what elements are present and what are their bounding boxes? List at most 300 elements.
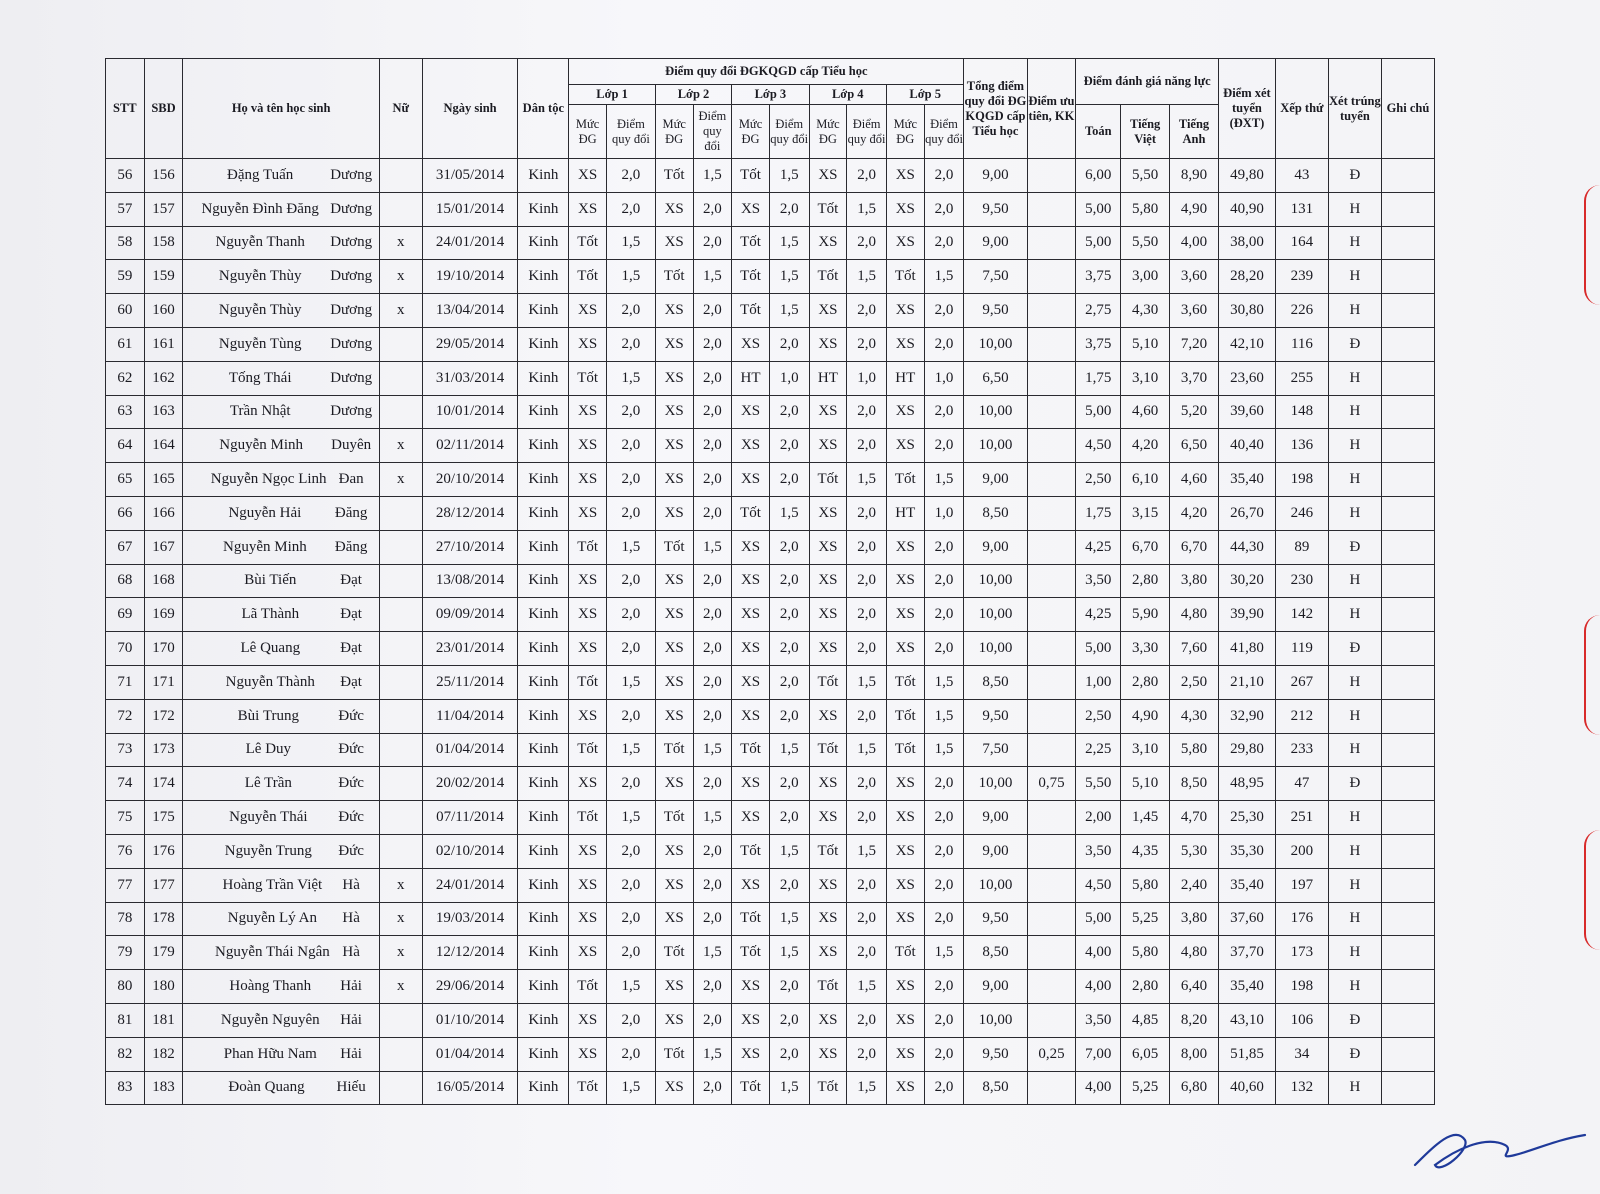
cell-dxt: 32,90: [1218, 699, 1275, 733]
cell-female: [379, 632, 422, 666]
table-row: [106, 1037, 1435, 1071]
cell-admitted: Đ: [1328, 767, 1381, 801]
cell-converted: 2,0: [847, 1003, 887, 1037]
cell-level: Tốt: [886, 733, 924, 767]
table-row: [106, 564, 1435, 598]
cell-converted: 1,5: [847, 1071, 887, 1105]
cell-level: XS: [569, 496, 607, 530]
cell-name: [183, 598, 380, 632]
cell-ethnicity: Kinh: [518, 699, 569, 733]
cell-level: XS: [655, 463, 693, 497]
cell-stt: 64: [106, 429, 145, 463]
cell-math: 1,00: [1076, 665, 1121, 699]
cell-english: 4,80: [1170, 598, 1219, 632]
cell-dxt: 35,40: [1218, 463, 1275, 497]
cell-level: XS: [886, 902, 924, 936]
cell-dxt: 42,10: [1218, 327, 1275, 361]
cell-stt: 61: [106, 327, 145, 361]
cell-converted: 2,0: [924, 767, 964, 801]
cell-ethnicity: Kinh: [518, 801, 569, 835]
cell-rank: 148: [1275, 395, 1328, 429]
cell-note: [1381, 1003, 1434, 1037]
cell-female: [379, 395, 422, 429]
cell-level: Tốt: [569, 361, 607, 395]
table-row: [106, 463, 1435, 497]
cell-sbd: 165: [144, 463, 183, 497]
cell-level: XS: [655, 327, 693, 361]
cell-level: XS: [809, 564, 847, 598]
cell-stt: 66: [106, 496, 145, 530]
cell-english: 4,70: [1170, 801, 1219, 835]
cell-rank: 226: [1275, 294, 1328, 328]
cell-converted: 1,5: [606, 260, 655, 294]
cell-converted: 1,5: [769, 294, 809, 328]
cell-sbd: 174: [144, 767, 183, 801]
cell-converted: 1,5: [606, 970, 655, 1004]
cell-converted: 1,5: [693, 159, 732, 193]
cell-stt: 58: [106, 226, 145, 260]
cell-level: Tốt: [569, 226, 607, 260]
cell-name: [183, 970, 380, 1004]
cell-sbd: 170: [144, 632, 183, 666]
student-given-name: Hà: [342, 910, 360, 927]
cell-vietnamese: 2,80: [1121, 564, 1170, 598]
cell-converted: 2,0: [847, 699, 887, 733]
student-given-name: Dương: [330, 166, 373, 183]
cell-dxt: 35,40: [1218, 868, 1275, 902]
cell-sbd: 167: [144, 530, 183, 564]
cell-rank: 198: [1275, 970, 1328, 1004]
cell-rank: 267: [1275, 665, 1328, 699]
cell-converted: 1,5: [606, 226, 655, 260]
cell-dxt: 25,30: [1218, 801, 1275, 835]
cell-level: XS: [886, 564, 924, 598]
cell-priority: [1027, 733, 1076, 767]
cell-level: XS: [655, 868, 693, 902]
cell-english: 3,70: [1170, 361, 1219, 395]
cell-english: 8,50: [1170, 767, 1219, 801]
cell-level: Tốt: [732, 260, 770, 294]
cell-level: XS: [809, 902, 847, 936]
cell-converted: 2,0: [769, 564, 809, 598]
cell-level: XS: [886, 868, 924, 902]
cell-converted: 2,0: [693, 1003, 732, 1037]
cell-level: Tốt: [732, 902, 770, 936]
cell-priority: [1027, 665, 1076, 699]
cell-math: 4,00: [1076, 936, 1121, 970]
cell-stt: 75: [106, 801, 145, 835]
header-stt: STT: [106, 59, 145, 159]
student-surname: Lê Quang: [240, 640, 301, 657]
cell-converted: 2,0: [924, 226, 964, 260]
cell-converted: 1,0: [847, 361, 887, 395]
cell-vietnamese: 5,80: [1121, 936, 1170, 970]
cell-english: 4,20: [1170, 496, 1219, 530]
cell-dxt: 30,20: [1218, 564, 1275, 598]
cell-dob: 01/04/2014: [422, 733, 518, 767]
table-row: [106, 530, 1435, 564]
cell-level: XS: [569, 564, 607, 598]
cell-level: XS: [732, 530, 770, 564]
cell-note: [1381, 294, 1434, 328]
cell-converted: 2,0: [693, 395, 732, 429]
cell-female: [379, 598, 422, 632]
cell-dxt: 35,30: [1218, 834, 1275, 868]
cell-rank: 89: [1275, 530, 1328, 564]
header-ethnicity: Dân tộc: [518, 59, 569, 159]
cell-math: 2,50: [1076, 699, 1121, 733]
student-surname: Nguyễn Thái Ngân: [215, 944, 330, 961]
header-total: Tổng điểm quy đổi ĐG KQGD cấp Tiểu học: [964, 59, 1027, 159]
header-dxt: Điểm xét tuyển (ĐXT): [1218, 59, 1275, 159]
cell-converted: 1,5: [924, 733, 964, 767]
cell-dob: 19/03/2014: [422, 902, 518, 936]
cell-rank: 198: [1275, 463, 1328, 497]
cell-dob: 24/01/2014: [422, 226, 518, 260]
cell-converted: 2,0: [606, 429, 655, 463]
cell-converted: 2,0: [769, 767, 809, 801]
cell-admitted: Đ: [1328, 530, 1381, 564]
header-rank: Xếp thứ: [1275, 59, 1328, 159]
cell-level: XS: [886, 1071, 924, 1105]
cell-level: XS: [655, 665, 693, 699]
cell-converted: 2,0: [924, 395, 964, 429]
table-row: [106, 429, 1435, 463]
cell-ethnicity: Kinh: [518, 1003, 569, 1037]
cell-level: XS: [655, 767, 693, 801]
cell-admitted: H: [1328, 395, 1381, 429]
cell-stt: 67: [106, 530, 145, 564]
cell-converted: 2,0: [924, 902, 964, 936]
cell-vietnamese: 2,80: [1121, 665, 1170, 699]
cell-name: [183, 1037, 380, 1071]
cell-vietnamese: 3,10: [1121, 361, 1170, 395]
cell-sbd: 163: [144, 395, 183, 429]
table-row: [106, 192, 1435, 226]
cell-level: Tốt: [732, 226, 770, 260]
cell-admitted: H: [1328, 429, 1381, 463]
cell-level: XS: [655, 1071, 693, 1105]
cell-converted: 1,5: [693, 936, 732, 970]
table-row: [106, 159, 1435, 193]
cell-female: [379, 699, 422, 733]
cell-math: 5,00: [1076, 902, 1121, 936]
cell-total: 6,50: [964, 361, 1027, 395]
cell-name: [183, 192, 380, 226]
cell-dob: 13/04/2014: [422, 294, 518, 328]
cell-converted: 2,0: [693, 226, 732, 260]
cell-name: [183, 767, 380, 801]
cell-dob: 01/04/2014: [422, 1037, 518, 1071]
cell-converted: 1,5: [693, 530, 732, 564]
cell-female: x: [379, 260, 422, 294]
cell-converted: 2,0: [847, 226, 887, 260]
cell-converted: 2,0: [769, 699, 809, 733]
cell-converted: 2,0: [693, 868, 732, 902]
cell-ethnicity: Kinh: [518, 395, 569, 429]
cell-converted: 2,0: [847, 598, 887, 632]
cell-level: HT: [809, 361, 847, 395]
cell-ethnicity: Kinh: [518, 665, 569, 699]
cell-converted: 2,0: [693, 564, 732, 598]
cell-priority: [1027, 801, 1076, 835]
cell-ethnicity: Kinh: [518, 260, 569, 294]
cell-admitted: H: [1328, 564, 1381, 598]
cell-converted: 2,0: [769, 598, 809, 632]
cell-admitted: H: [1328, 868, 1381, 902]
cell-sbd: 156: [144, 159, 183, 193]
cell-name: [183, 733, 380, 767]
cell-dob: 16/05/2014: [422, 1071, 518, 1105]
cell-dob: 27/10/2014: [422, 530, 518, 564]
cell-converted: 2,0: [847, 564, 887, 598]
cell-converted: 1,5: [769, 902, 809, 936]
cell-vietnamese: 4,60: [1121, 395, 1170, 429]
cell-converted: 2,0: [693, 496, 732, 530]
header-english: Tiếng Anh: [1170, 105, 1219, 159]
cell-female: [379, 564, 422, 598]
cell-rank: 197: [1275, 868, 1328, 902]
cell-name: [183, 936, 380, 970]
table-row: [106, 226, 1435, 260]
cell-converted: 2,0: [693, 598, 732, 632]
cell-level: Tốt: [809, 463, 847, 497]
header-grade-3: Lớp 3: [732, 85, 809, 105]
cell-total: 8,50: [964, 496, 1027, 530]
cell-admitted: H: [1328, 294, 1381, 328]
cell-converted: 2,0: [606, 159, 655, 193]
cell-dxt: 21,10: [1218, 665, 1275, 699]
cell-total: 8,50: [964, 1071, 1027, 1105]
cell-admitted: H: [1328, 801, 1381, 835]
cell-name: [183, 1003, 380, 1037]
cell-converted: 1,5: [769, 733, 809, 767]
cell-sbd: 175: [144, 801, 183, 835]
cell-ethnicity: Kinh: [518, 159, 569, 193]
cell-name: [183, 395, 380, 429]
table-row: [106, 598, 1435, 632]
cell-admitted: H: [1328, 733, 1381, 767]
cell-english: 6,80: [1170, 1071, 1219, 1105]
cell-total: 10,00: [964, 767, 1027, 801]
table-row: [106, 767, 1435, 801]
cell-level: XS: [569, 936, 607, 970]
cell-level: Tốt: [569, 665, 607, 699]
cell-converted: 2,0: [769, 530, 809, 564]
cell-vietnamese: 5,90: [1121, 598, 1170, 632]
cell-rank: 131: [1275, 192, 1328, 226]
cell-math: 5,00: [1076, 226, 1121, 260]
cell-level: XS: [655, 834, 693, 868]
cell-priority: [1027, 395, 1076, 429]
header-sbd: SBD: [144, 59, 183, 159]
cell-level: Tốt: [655, 530, 693, 564]
header-grade-1: Lớp 1: [569, 85, 656, 105]
student-surname: Bùi Tiến: [244, 572, 297, 589]
cell-english: 7,20: [1170, 327, 1219, 361]
cell-converted: 1,5: [769, 834, 809, 868]
cell-admitted: H: [1328, 260, 1381, 294]
cell-converted: 2,0: [769, 868, 809, 902]
cell-sbd: 183: [144, 1071, 183, 1105]
cell-level: XS: [809, 1037, 847, 1071]
cell-name: [183, 564, 380, 598]
cell-converted: 2,0: [606, 1037, 655, 1071]
cell-converted: 1,5: [769, 226, 809, 260]
student-surname: Bùi Trung: [237, 707, 299, 724]
cell-english: 5,20: [1170, 395, 1219, 429]
student-given-name: Đạt: [340, 673, 362, 690]
cell-dxt: 37,70: [1218, 936, 1275, 970]
cell-converted: 2,0: [924, 530, 964, 564]
cell-female: x: [379, 463, 422, 497]
cell-dob: 02/11/2014: [422, 429, 518, 463]
cell-stt: 71: [106, 665, 145, 699]
cell-level: XS: [809, 294, 847, 328]
cell-level: Tốt: [809, 665, 847, 699]
cell-converted: 2,0: [847, 936, 887, 970]
cell-level: XS: [886, 767, 924, 801]
cell-ethnicity: Kinh: [518, 226, 569, 260]
cell-converted: 1,5: [693, 801, 732, 835]
header-female: Nữ: [379, 59, 422, 159]
cell-ethnicity: Kinh: [518, 767, 569, 801]
cell-english: 2,40: [1170, 868, 1219, 902]
cell-level: Tốt: [569, 970, 607, 1004]
student-surname: Lê Duy: [245, 741, 292, 758]
cell-level: XS: [655, 395, 693, 429]
cell-sbd: 161: [144, 327, 183, 361]
student-given-name: Đan: [338, 471, 364, 488]
cell-converted: 2,0: [769, 970, 809, 1004]
table-row: [106, 733, 1435, 767]
cell-admitted: Đ: [1328, 327, 1381, 361]
cell-note: [1381, 699, 1434, 733]
cell-admitted: H: [1328, 699, 1381, 733]
student-surname: Nguyễn Hải: [228, 504, 302, 521]
cell-level: Tốt: [809, 192, 847, 226]
cell-level: XS: [732, 395, 770, 429]
cell-converted: 1,5: [606, 361, 655, 395]
table-row: [106, 632, 1435, 666]
cell-converted: 2,0: [693, 902, 732, 936]
cell-dxt: 43,10: [1218, 1003, 1275, 1037]
cell-ethnicity: Kinh: [518, 327, 569, 361]
student-surname: Tống Thái: [228, 369, 292, 386]
cell-total: 9,00: [964, 530, 1027, 564]
cell-converted: 2,0: [847, 1037, 887, 1071]
cell-converted: 2,0: [693, 970, 732, 1004]
cell-converted: 2,0: [606, 936, 655, 970]
cell-ethnicity: Kinh: [518, 1071, 569, 1105]
cell-total: 9,50: [964, 699, 1027, 733]
cell-level: XS: [569, 192, 607, 226]
cell-vietnamese: 6,70: [1121, 530, 1170, 564]
cell-stt: 79: [106, 936, 145, 970]
cell-level: XS: [809, 530, 847, 564]
cell-level: XS: [732, 1037, 770, 1071]
cell-dob: 29/05/2014: [422, 327, 518, 361]
student-given-name: Dương: [330, 302, 373, 319]
table-row: [106, 868, 1435, 902]
header-converted: Điểm quy đổi: [847, 105, 887, 159]
cell-converted: 2,0: [606, 699, 655, 733]
cell-dob: 02/10/2014: [422, 834, 518, 868]
cell-level: Tốt: [655, 159, 693, 193]
cell-female: x: [379, 429, 422, 463]
cell-english: 4,30: [1170, 699, 1219, 733]
cell-converted: 2,0: [606, 767, 655, 801]
cell-vietnamese: 4,90: [1121, 699, 1170, 733]
cell-vietnamese: 5,10: [1121, 327, 1170, 361]
cell-level: XS: [732, 767, 770, 801]
cell-vietnamese: 5,50: [1121, 159, 1170, 193]
cell-sbd: 179: [144, 936, 183, 970]
cell-sbd: 160: [144, 294, 183, 328]
student-given-name: Đăng: [334, 504, 368, 521]
cell-priority: [1027, 429, 1076, 463]
cell-stt: 72: [106, 699, 145, 733]
cell-level: XS: [655, 429, 693, 463]
cell-total: 9,00: [964, 463, 1027, 497]
student-given-name: Đức: [338, 809, 364, 826]
cell-ethnicity: Kinh: [518, 463, 569, 497]
student-surname: Nguyễn Đình Đăng: [201, 200, 319, 217]
cell-stt: 82: [106, 1037, 145, 1071]
cell-rank: 246: [1275, 496, 1328, 530]
cell-dob: 23/01/2014: [422, 632, 518, 666]
cell-female: [379, 834, 422, 868]
cell-priority: [1027, 361, 1076, 395]
cell-dxt: 44,30: [1218, 530, 1275, 564]
cell-female: [379, 1003, 422, 1037]
student-surname: Lê Trần: [244, 775, 292, 792]
cell-priority: [1027, 1003, 1076, 1037]
cell-name: [183, 530, 380, 564]
cell-level: XS: [886, 1003, 924, 1037]
cell-vietnamese: 3,00: [1121, 260, 1170, 294]
cell-level: Tốt: [655, 260, 693, 294]
cell-converted: 2,0: [693, 699, 732, 733]
cell-converted: 1,5: [606, 801, 655, 835]
cell-converted: 1,5: [769, 159, 809, 193]
cell-level: Tốt: [569, 260, 607, 294]
cell-math: 4,00: [1076, 970, 1121, 1004]
cell-priority: [1027, 632, 1076, 666]
signature: [1395, 1105, 1595, 1185]
cell-vietnamese: 4,20: [1121, 429, 1170, 463]
student-surname: Đặng Tuấn: [227, 166, 294, 183]
cell-level: XS: [655, 902, 693, 936]
cell-level: XS: [809, 598, 847, 632]
cell-ethnicity: Kinh: [518, 598, 569, 632]
cell-level: XS: [732, 327, 770, 361]
cell-level: XS: [732, 632, 770, 666]
cell-vietnamese: 3,10: [1121, 733, 1170, 767]
cell-converted: 2,0: [769, 395, 809, 429]
cell-math: 1,75: [1076, 361, 1121, 395]
cell-dxt: 39,90: [1218, 598, 1275, 632]
cell-note: [1381, 632, 1434, 666]
student-given-name: Hải: [340, 1045, 362, 1062]
table-row: [106, 699, 1435, 733]
cell-rank: 212: [1275, 699, 1328, 733]
cell-level: Tốt: [732, 733, 770, 767]
cell-converted: 2,0: [924, 159, 964, 193]
cell-converted: 1,0: [924, 496, 964, 530]
cell-sbd: 159: [144, 260, 183, 294]
cell-female: x: [379, 868, 422, 902]
